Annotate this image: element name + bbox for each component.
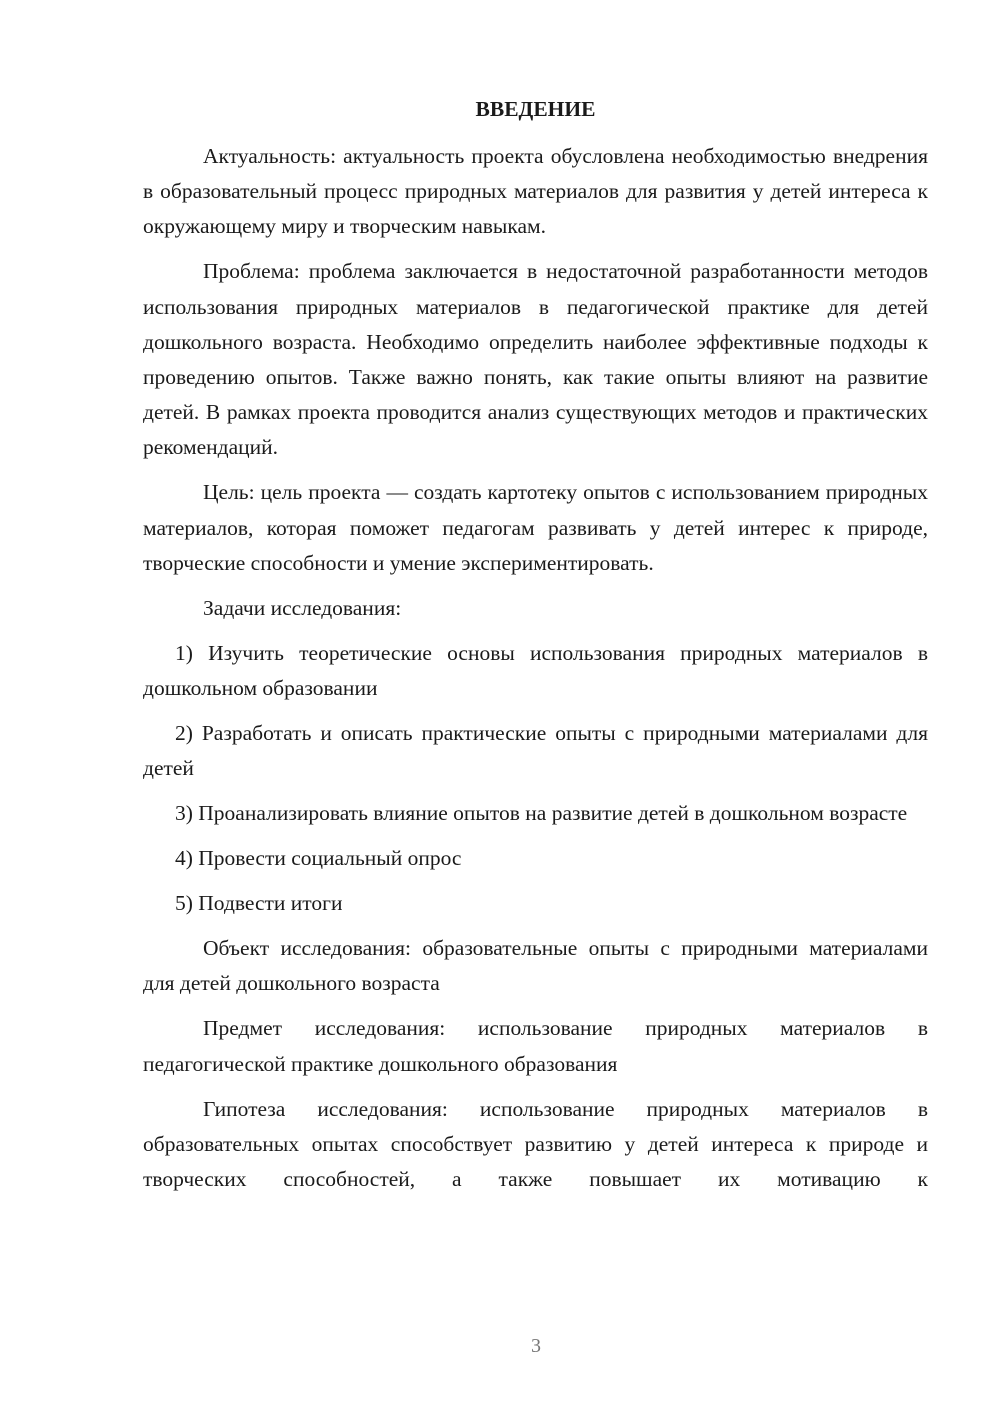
- task-item-3: 3) Проанализировать влияние опытов на развитие детей в дошкольном возрасте: [175, 801, 908, 826]
- hypothesis-paragraph: Гипотеза исследования: использование природных материалов в образовательных опытах способствует развитию у детей интереса к природе и творческих способностей, а также повышает их мотивацию к: [143, 1096, 928, 1192]
- subject-paragraph: Предмет исследования: использование природных материалов в педагогической практике дошкольного образования: [143, 1016, 928, 1076]
- task-item-5: 5) Подвести итоги: [175, 891, 343, 916]
- page-content: [143, 92, 928, 1197]
- page-heading: ВВЕДЕНИЕ: [475, 97, 596, 121]
- task-item-2: 2) Разработать и описать практические опыты с природными материалами для детей: [143, 721, 928, 781]
- page-number: 3: [531, 1335, 541, 1357]
- goal-paragraph: Цель: цель проекта — создать картотеку опытов с использованием природных материалов, которая поможет педагогам развивать у детей интерес к природе, творческие способности и умение экспериментировать.: [143, 480, 928, 575]
- task-item-1: 1) Изучить теоретические основы использования природных материалов в дошкольном образовании: [143, 640, 928, 701]
- task-item-4: 4) Провести социальный опрос: [175, 846, 462, 871]
- object-paragraph: Объект исследования: образовательные опыты с природными материалами для детей дошкольного возраста: [143, 936, 928, 996]
- relevance-paragraph: Актуальность: актуальность проекта обусловлена необходимостью внедрения в образовательный процесс природных материалов для развития у детей интереса к окружающему миру и творческим навыкам.: [143, 144, 928, 239]
- problem-paragraph: Проблема: проблема заключается в недостаточной разработанности методов использования природных материалов в педагогической практике для детей дошкольного возраста. Необходимо определить наиболее эффективные подходы к проведению опытов. Также важно понять, как такие опыты влияют на развитие детей. В рамках проекта проводится анализ существующих методов и практических рекомендаций.: [143, 259, 928, 460]
- tasks-heading: Задачи исследования:: [203, 595, 402, 620]
